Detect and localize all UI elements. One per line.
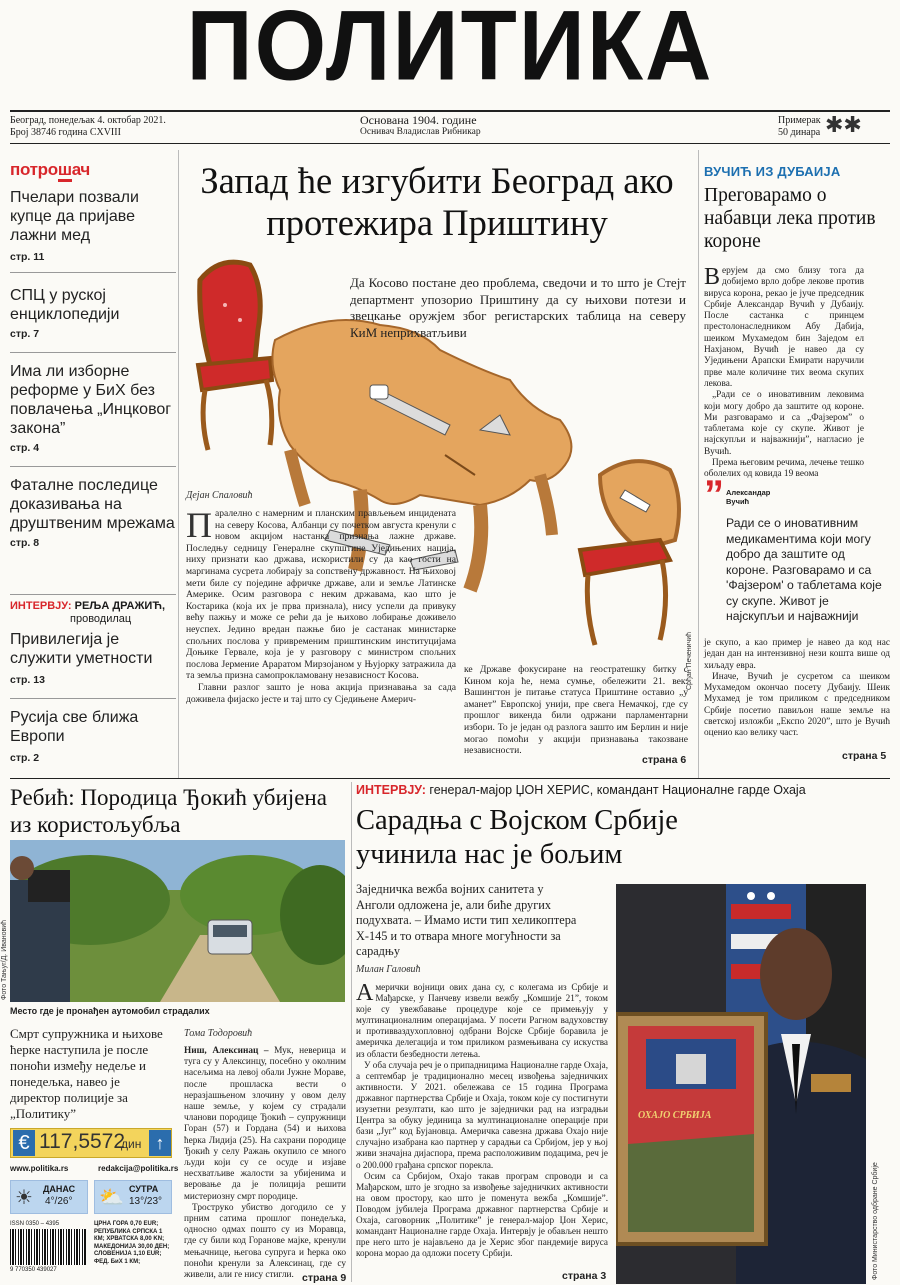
date-line: Београд, понедељак 4. октобар 2021. — [10, 115, 166, 126]
masthead-top-rule — [10, 110, 890, 112]
weather-tomorrow — [94, 1180, 172, 1214]
dateline: Ниш, Алексинац – — [184, 1046, 269, 1056]
sidebar-item-spc[interactable] — [10, 286, 176, 340]
issue-line: Број 38746 година CXVIII — [10, 127, 121, 138]
sidebar-headline: Има ли изборне реформе у БиХ без повлачења „Инцковог закона” — [10, 363, 172, 437]
weather-tomorrow-temp: 13°/23° — [129, 1196, 163, 1207]
lead-story — [180, 150, 696, 780]
right-body-text: „Ради се о иновативним лековима који могу добро да заштите од короне. Ми разговарамо и са „Фајзером” о таблетама које су скупе. Живот је најскупљи и најважнији”, нагласио је Вучић. — [704, 390, 864, 457]
lead-body-text: Главни разлог зашто је нова акција признавања за сада доживела фијаско јесте и тај што су Сједињене Америч- — [186, 681, 456, 705]
quote-author: Александар Вучић — [726, 488, 771, 506]
right-chair-icon — [580, 461, 679, 645]
sidebar-page-ref: стр. 7 — [10, 328, 40, 340]
dropcap: П — [186, 505, 212, 545]
right-body-text: ерујем да смо близу тога да добијемо врло добре лекове против вируса корона, рекао је јуче председник Србије Александар Вучић у Дубаију. После састанка с принцем престолонаследником Абу Дабија, шеиком Мухамедом бин Заједом ел Нахјаном, Вучић је навео да су Уједињени Арапски Емирати наручили прве мале количине тих веома скупих лекова. — [704, 266, 864, 389]
interview-label: ИНТЕРВЈУ: — [10, 600, 72, 612]
sidebar-headline: Русија све ближа Европи — [10, 709, 139, 745]
story-djokic-text: Трострукo убиство догодило се у прним сатима прошлог понедељка, односно одмах пошто су из Моравца, где су били код Горанове мајке, кренули мењачнице, његова супруга и ћерка око поноћи кренули за Алексинац, где су живели, али ге нису стигли. — [184, 1202, 346, 1281]
lead-byline: Дејан Спаловић — [186, 490, 253, 501]
right-body-text: Према његовим речима, лечење тешко оболелих од ковида 19 веома — [704, 458, 864, 480]
lead-body-text: ке Државе фокусиране на геостратешку битку с Кином која ће, нема сумње, обележити 21. век. Вашингтон је питање статуса Приштине оставио „у аманет” Европској унији, пре свега Немачкој, где су прошлог викенда били одржани парламентарни избори. То је један од разлога зашто им Берлин и није могао помоћи у акцији признавања такозване независности. — [464, 664, 688, 757]
lead-body-col1 — [186, 505, 456, 705]
masthead-bottom-rule — [10, 143, 890, 144]
heris-portrait-photo — [616, 884, 866, 1284]
sidebar-divider — [10, 272, 176, 273]
photo-credit: Фото Тањуг/Д. Ивановић — [1, 919, 8, 1000]
heris-text: У оба случаја реч је о припадницима Националне гарде Охаја, а септембар је традиционално месец извођења заједничких активности. У 2021. обележава се 15 година Програма државног партнерства Србије и Охаја, током које су постигнути изузетни резултати, као што је заједнички рад на изградњи Центра за обуку јединица за мултинационалне операције при бази „Југ” код Бујановца. Америчка савезна држава Охајо није случајно изабрана као партнер у сарадњи са Србијом, јер у њој живи значајна дијаспора, према расположивим подацима, реч је о 200.000 грађана српског порекла. — [356, 1059, 608, 1170]
heris-text: мерички војници ових дана су, с колегама из Србије и Мађарске, у Панчеву извели вежбу „Комшије 21”, током које су увежбавање процедуре које се примењују у мултинационалним операцијама. У посети Рагном вадуховству и противваздухопловној одбрани Војске Србије боравила је америчка делегација и том приликом размењивана су искуства из области безбедности летења. — [356, 982, 608, 1059]
sidebar-vertical-rule — [178, 150, 179, 778]
weather-today-temp: 4°/26° — [45, 1196, 73, 1207]
cloud-sun-icon: ⛅ — [99, 1187, 124, 1209]
right-body-top — [704, 266, 864, 481]
potrosac-logo-part-a: потро — [10, 160, 58, 179]
lead-body-col2 — [464, 664, 688, 757]
right-body-bottom — [704, 638, 890, 740]
interview-label: ИНТЕРВЈУ: — [356, 783, 426, 797]
weather-today-label: ДАНАС — [43, 1184, 76, 1194]
story-djokic-page-ref[interactable]: страна 9 — [302, 1272, 347, 1284]
interview-role: проводилац — [70, 613, 132, 625]
story-heris — [356, 780, 892, 1285]
sidebar-divider — [10, 698, 176, 699]
info-box — [10, 1128, 179, 1278]
heris-photo-credit: Фото Министарство одбране Србије — [872, 1162, 879, 1280]
sidebar-interview-kicker — [10, 600, 176, 626]
right-body-text: је скупо, а као пример је навео да код нас један дан на интензивној нези кошта више од хиљаду евра. — [704, 638, 890, 671]
crime-scene-photo — [10, 840, 345, 1002]
arrow-up-icon: ↑ — [149, 1130, 171, 1156]
sidebar-headline: Привилегија је служити уметности — [10, 631, 153, 667]
exchange-rate: 117,5572 — [39, 1130, 126, 1153]
dropcap: А — [356, 980, 374, 1006]
bottom-vertical-rule — [351, 782, 352, 1282]
sidebar-headline: СПЦ у руској енциклопедији — [10, 287, 120, 323]
sidebar-page-ref: стр. 13 — [10, 674, 45, 686]
sidebar-item-interview[interactable] — [10, 600, 176, 686]
euro-icon: € — [13, 1130, 35, 1156]
sidebar-page-ref: стр. 11 — [10, 251, 45, 263]
weather-tomorrow-label: СУТРА — [129, 1184, 159, 1194]
lead-body-text: аралелно с намерним и планским прављењем инцидената на северу Косова, Албанци су почетком августа кренули с новом акцијом настанка признања лажне државе. Последњу седницу Генералне скупштине Уједињених нација, ниху признати као држава, искористили су да као гости на маргинама сусрета лобирају за сопствену државност. На њиховој мети биле су поједине афричке државе, али и земље Латинске Америке. Осим разговора с неким државама, као што је Костарика (која их је прва признала), нису успели да привуку већу пажњу и може се рећи да је њихово лобирање доживело неуспех. Једино вредан пажње био је састанак министарке спољних послова у привременим приштинским институцијама Доњике Гервале, која је у разговору с министром спољних послова Јермение Араратом Мирзојаном у Њујорку затражила да та земља призна самопрокламовану независност Косова. — [186, 508, 456, 682]
story-djokic-deck: Смрт супружника и њихове ћерке наступила је после поноћи између недеље и понедељка, навео је директор полиције за „Политику” — [10, 1026, 163, 1121]
founder-line: Оснивач Владислав Рибникар — [360, 127, 481, 137]
barcode-number: 9 770350 439027 — [10, 1267, 57, 1273]
regional-prices: ЦРНА ГОРА 0,70 EUR; РЕПУБЛИКА СРПСКА 1 КМ; ХРВАТСКА 8,00 KN; МАКЕДОНИЈА 30,00 ДЕН; СЛОВЕНИЈА 1,10 EUR; ФЕД. БиХ 1 КМ; — [94, 1221, 170, 1265]
rate-unit: дин — [121, 1137, 142, 1151]
right-story — [704, 150, 892, 780]
right-kicker: ВУЧИЋ ИЗ ДУБАИЈА — [704, 164, 841, 179]
potrosac-logo[interactable] — [10, 160, 90, 180]
sidebar-item-bees[interactable] — [10, 188, 176, 263]
heris-text: Осим са Србијом, Охајо такав програм спроводи и са Мађарском, што је згодно за извођење заједничких активности на овом простору, као што је поменута вежба „Комшије”. Поводом јубилеја Програма државног партнерства Србије и Охаја, саговорник „Политике” је генерал-мајор Џон Херис, командант Националне гарде Охаја. Интервју је обављен нешто пре него што је најављено да је Херис због пандемије вируса корона морао да одложи посету Србији. — [356, 1170, 608, 1259]
lead-page-ref[interactable]: страна 6 — [642, 754, 687, 766]
sidebar-item-networks[interactable] — [10, 476, 176, 549]
lead-deck: Да Косово постане део проблема, сведочи и то што је Стејт департмент упозорио Приштину да су њихови потези и звецкање оружјем због регистарских таблица на северу КиМ неприхватљиви — [350, 275, 686, 340]
sidebar-divider — [10, 466, 176, 467]
sidebar — [10, 150, 176, 780]
right-col-vertical-rule — [698, 150, 699, 778]
sidebar-headline: Пчелари позвали купце да пријаве лажни мед — [10, 189, 139, 244]
email[interactable]: redakcija@politika.rs — [98, 1164, 179, 1173]
right-page-ref[interactable]: страна 5 — [842, 750, 887, 762]
right-body-text: Иначе, Вучић је сусретом са шеиком Мухамедом окончао посету Дубаију. Шеик Мухамед је том приликом с председником Србије посетио павиљон наше земље на светској изложби „Експо 2020”, што је Вучић оценио као велику част. — [704, 671, 890, 739]
founded-line: Основана 1904. године — [360, 113, 477, 127]
illustration-credit: Срђан Печеничић — [686, 631, 693, 690]
sidebar-divider — [10, 594, 176, 595]
currency-widget — [10, 1128, 172, 1158]
masthead — [0, 0, 900, 145]
story-djokic-headline[interactable]: Ребић: Породица Ђокић убијена из користољубља — [10, 785, 327, 837]
quote-mark-icon: ” — [704, 473, 724, 517]
frame-caption: ОХАЈО СРБИЈА — [638, 1110, 712, 1121]
heris-headline[interactable]: Сарадња с Војском Србије учинила нас је бољим — [356, 805, 678, 870]
heris-deck: Заједничка вежба војних санитета у Анголи одложена је, али биће других подухвата. – Имамо исти тип хеликоптера Х-145 и то отвара многе могућности за сарадњу — [356, 882, 577, 958]
sidebar-item-bih[interactable] — [10, 362, 176, 454]
heris-body — [356, 982, 608, 1259]
right-headline[interactable]: Преговарамо о набавци лека против короне — [704, 185, 876, 252]
mid-horizontal-rule — [10, 778, 890, 779]
dropcap: В — [704, 264, 721, 290]
price-value: 50 динара — [778, 127, 821, 138]
potrosac-logo-part-b: ш — [58, 160, 72, 182]
story-djokic-byline: Тома Тодоровић — [184, 1028, 253, 1039]
issn: ISSN 0350 – 4395 — [10, 1221, 60, 1227]
sidebar-page-ref: стр. 2 — [10, 752, 40, 764]
interview-name: РЕЉА ДРАЖИЋ, — [74, 600, 165, 612]
heris-kicker-text: генерал-мајор ЏОН ХЕРИС, командант Националне гарде Охаја — [429, 783, 806, 797]
story-djokic-body — [184, 1046, 346, 1281]
barcode — [10, 1229, 86, 1265]
heris-byline: Милан Галовић — [356, 964, 421, 975]
sun-icon: ☀ — [15, 1187, 33, 1209]
lead-headline[interactable]: Запад ће изгубити Београд ако протежира Приштину — [200, 160, 674, 243]
sidebar-divider — [10, 352, 176, 353]
weather-today — [10, 1180, 88, 1214]
photo-caption: Место где је пронађен аутомобил страдалих — [10, 1006, 210, 1016]
edition-stars: ✱✱ — [825, 112, 862, 137]
newspaper-title[interactable]: ПОЛИТИКА — [186, 0, 714, 102]
pull-quote: Ради се о иновативним медикаментима који могу добро да заштите од короне. Разговарамо и са 'Фајзером' о таблетама које су скупе. Живот је најскупљи и најважнији — [726, 516, 882, 623]
story-djokic-text: Мук, неверица и туга су у Алексинцу, посебно у околним насељима на левој обали Јужне Мораве, после прошласка вести о неразјашњеном злочину у овом делу наше земље, у којем су страдали чланови породице Ђокић – супружници Горан (57) и Гордана (54) и њихова ћерка Лидија (25). На сахрани породице Ђокић у селу Ражањ окупило се много људи који су се осуде и изјаве несхватљиве жалости за убијенима и веровање да је полиција решити мистериозну смрт породице. — [184, 1046, 347, 1202]
sidebar-headline: Фаталне последице доказивања на друштвеним мрежама — [10, 477, 175, 532]
heris-kicker — [356, 783, 806, 797]
heris-page-ref[interactable]: страна 3 — [562, 1270, 607, 1282]
sidebar-page-ref: стр. 8 — [10, 537, 40, 549]
sidebar-item-russia[interactable] — [10, 708, 176, 764]
site-url[interactable]: www.politika.rs — [10, 1164, 69, 1173]
potrosac-logo-part-c: ач — [71, 160, 91, 179]
sidebar-page-ref: стр. 4 — [10, 442, 40, 454]
price-label: Примерак — [778, 115, 821, 126]
left-chair-icon — [198, 262, 272, 450]
